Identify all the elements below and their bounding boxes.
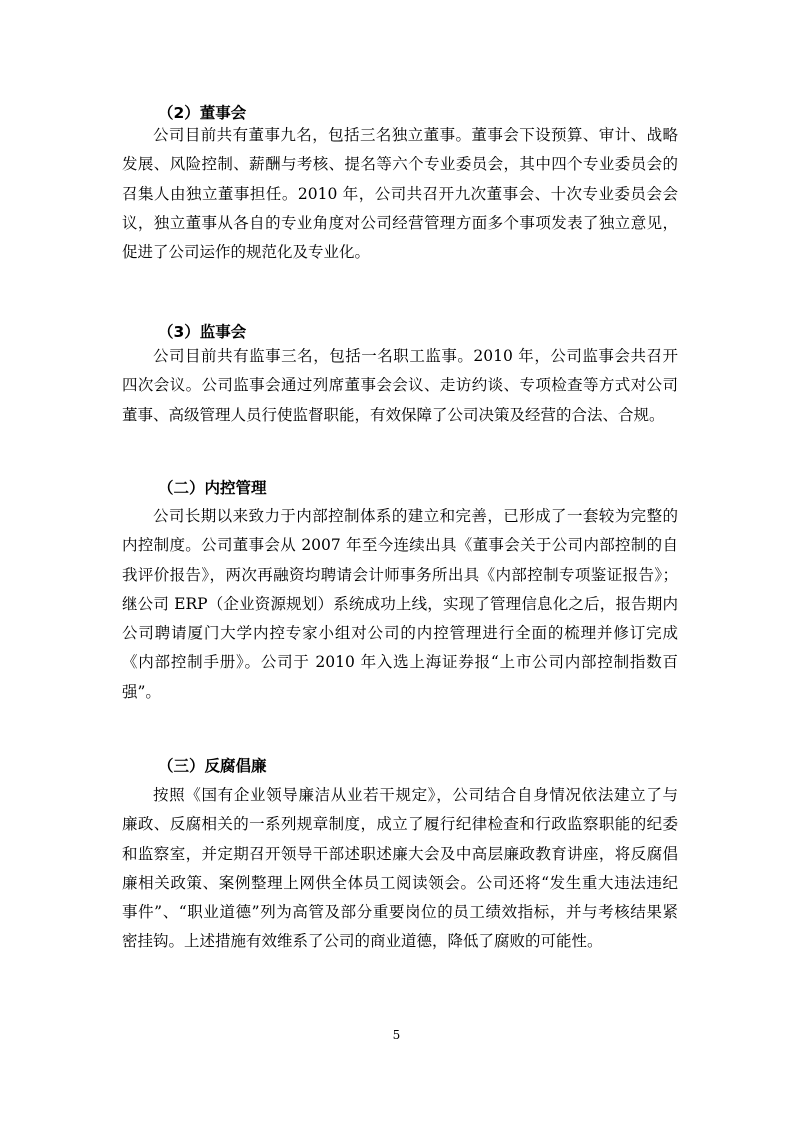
page-number: 5 <box>392 1028 401 1042</box>
paragraph-line: 廉政、反腐相关的一系列规章制度，成立了履行纪律检查和行政监察职能的纪委 <box>122 815 678 834</box>
paragraph-line: 公司长期以来致力于内部控制体系的建立和完善，已形成了一套较为完整的 <box>153 507 678 525</box>
paragraph-line: 内控制度。公司董事会从 2007 年至今连续出具《董事会关于公司内部控制的自 <box>122 536 678 555</box>
paragraph-line: 公司目前共有董事九名，包括三名独立董事。董事会下设预算、审计、战略 <box>153 126 678 144</box>
paragraph-line: 召集人由独立董事担任。2010 年，公司共召开九次董事会、十次专业委员会会 <box>122 184 678 203</box>
paragraph-line: 继公司 ERP（企业资源规划）系统成功上线，实现了管理信息化之后，报告期内 <box>122 594 678 613</box>
paragraph-line: 按照《国有企业领导廉洁从业若干规定》，公司结合自身情况依法建立了与 <box>153 786 678 804</box>
paragraph-line: 和监察室，并定期召开领导干部述职述廉大会及中高层廉政教育讲座，将反腐倡 <box>122 844 678 863</box>
paragraph-line: 四次会议。公司监事会通过列席董事会会议、走访约谈、专项检查等方式对公司 <box>122 376 678 395</box>
paragraph-line: 公司聘请厦门大学内控专家小组对公司的内控管理进行全面的梳理并修订完成 <box>122 624 678 643</box>
paragraph-line: 密挂钩。上述措施有效维系了公司的商业道德，降低了腐败的可能性。 <box>122 932 603 951</box>
paragraph-line: 发展、风险控制、薪酬与考核、提名等六个专业委员会，其中四个专业委员会的 <box>122 155 678 174</box>
paragraph-line: 《内部控制手册》。公司于 2010 年入选上海证券报“上市公司内部控制指数百 <box>122 653 678 672</box>
section-heading-supervisory-board: （3）监事会 <box>158 323 247 341</box>
paragraph-line: 促进了公司运作的规范化及专业化。 <box>122 243 371 262</box>
paragraph-line: 公司目前共有监事三名，包括一名职工监事。2010 年，公司监事会共召开 <box>153 347 678 365</box>
section-heading-board-of-directors: （2）董事会 <box>158 104 247 122</box>
paragraph-supervisory-board <box>122 342 678 430</box>
paragraph-line: 董事、高级管理人员行使监督职能，有效保障了公司决策及经营的合法、合规。 <box>122 405 665 424</box>
paragraph-anti-corruption <box>122 781 678 957</box>
section-heading-anti-corruption: （三）反腐倡廉 <box>158 757 267 775</box>
paragraph-line: 事件”、“职业道德”列为高管及部分重要岗位的员工绩效指标，并与考核结果紧 <box>122 903 678 922</box>
paragraph-line: 我评价报告》，两次再融资均聘请会计师事务所出具《内部控制专项鉴证报告》； <box>122 565 678 584</box>
paragraph-internal-control <box>122 502 678 707</box>
paragraph-line: 廉相关政策、案例整理上网供全体员工阅读领会。公司还将“发生重大违法违纪 <box>122 873 678 892</box>
section-heading-internal-control: （二）内控管理 <box>158 479 267 497</box>
paragraph-board-of-directors <box>122 121 678 267</box>
paragraph-line: 强”。 <box>122 682 161 701</box>
paragraph-line: 议，独立董事从各自的专业角度对公司经营管理方面多个事项发表了独立意见， <box>122 213 678 232</box>
